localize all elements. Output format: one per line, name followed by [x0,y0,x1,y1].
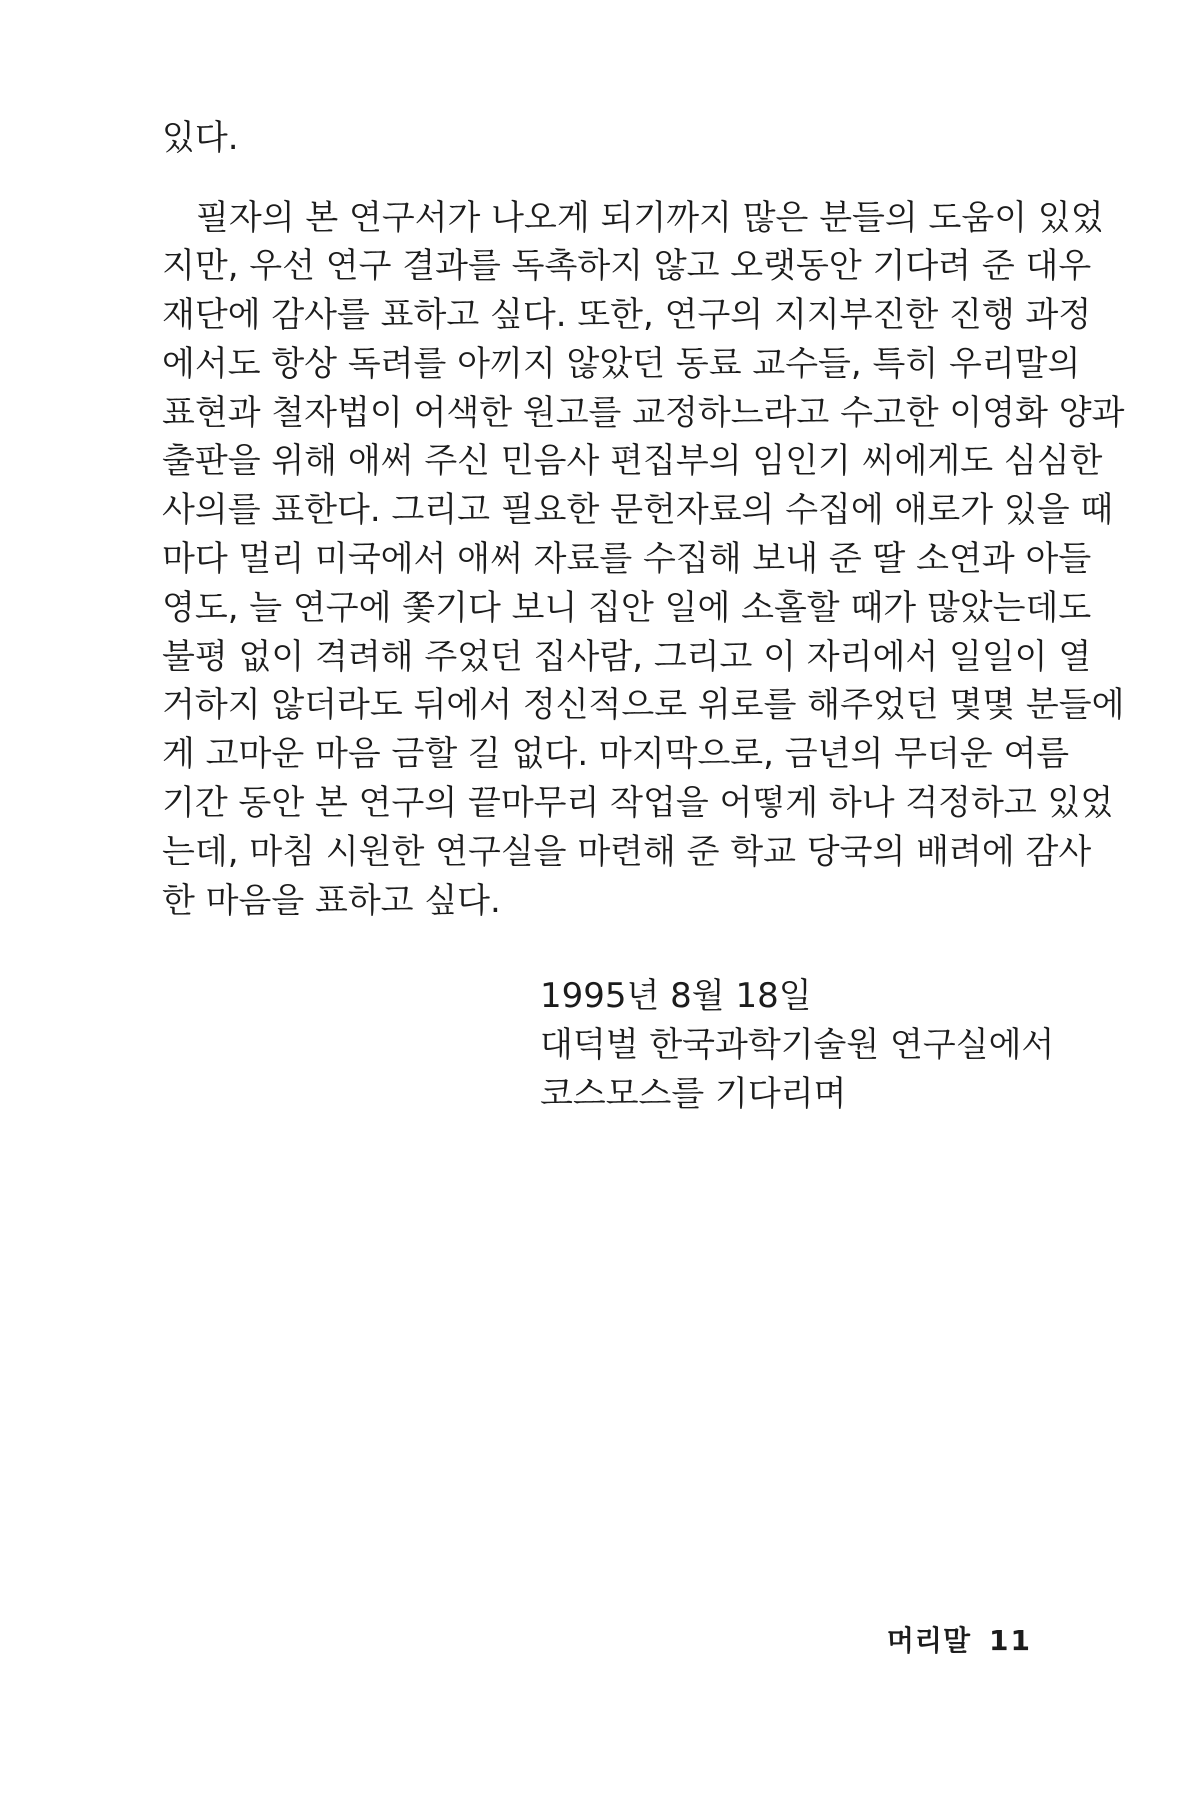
paragraph-line-5: 표현과 철자법이 어색한 원고를 교정하느라고 수고한 이영화 양과 [162,393,1125,433]
signature-note: 코스모스를 기다리며 [540,1074,847,1114]
paragraph-line-7: 사의를 표한다. 그리고 필요한 문헌자료의 수집에 애로가 있을 때 [162,490,1114,530]
paragraph-line-6: 출판을 위해 애써 주신 민음사 편집부의 임인기 씨에게도 심심한 [162,441,1103,481]
paragraph-line-13: 기간 동안 본 연구의 끝마무리 작업을 어떻게 하나 걱정하고 있었 [162,783,1114,823]
paragraph-line-11: 거하지 않더라도 뒤에서 정신적으로 위로를 해주었던 몇몇 분들에 [162,685,1125,725]
page-footer [887,1624,1032,1658]
footer-section-label: 머리말 [886,1624,972,1657]
paragraph-line-9: 영도, 늘 연구에 쫓기다 보니 집안 일에 소홀할 때가 많았는데도 [162,588,1092,628]
opening-line: 있다. [162,118,239,158]
paragraph-line-2: 지만, 우선 연구 결과를 독촉하지 않고 오랫동안 기다려 준 대우 [162,246,1092,286]
paragraph-line-4: 에서도 항상 독려를 아끼지 않았던 동료 교수들, 특히 우리말의 [162,344,1081,384]
paragraph-line-1: 필자의 본 연구서가 나오게 되기까지 많은 분들의 도움이 있었 [196,198,1104,238]
paragraph-line-10: 불평 없이 격려해 주었던 집사람, 그리고 이 자리에서 일일이 열 [162,637,1092,677]
paragraph-line-12: 게 고마운 마음 금할 길 없다. 마지막으로, 금년의 무더운 여름 [162,734,1070,774]
signature-date: 1995년 8월 18일 [540,976,812,1016]
page-number: 11 [989,1624,1032,1657]
paragraph-line-15: 한 마음을 표하고 싶다. [162,881,501,921]
paragraph-line-8: 마다 멀리 미국에서 애써 자료를 수집해 보내 준 딸 소연과 아들 [162,539,1092,579]
signature-place: 대덕벌 한국과학기술원 연구실에서 [540,1025,1055,1065]
paragraph-line-3: 재단에 감사를 표하고 싶다. 또한, 연구의 지지부진한 진행 과정 [162,295,1092,335]
paragraph-line-14: 는데, 마침 시원한 연구실을 마련해 준 학교 당국의 배려에 감사 [162,832,1092,872]
